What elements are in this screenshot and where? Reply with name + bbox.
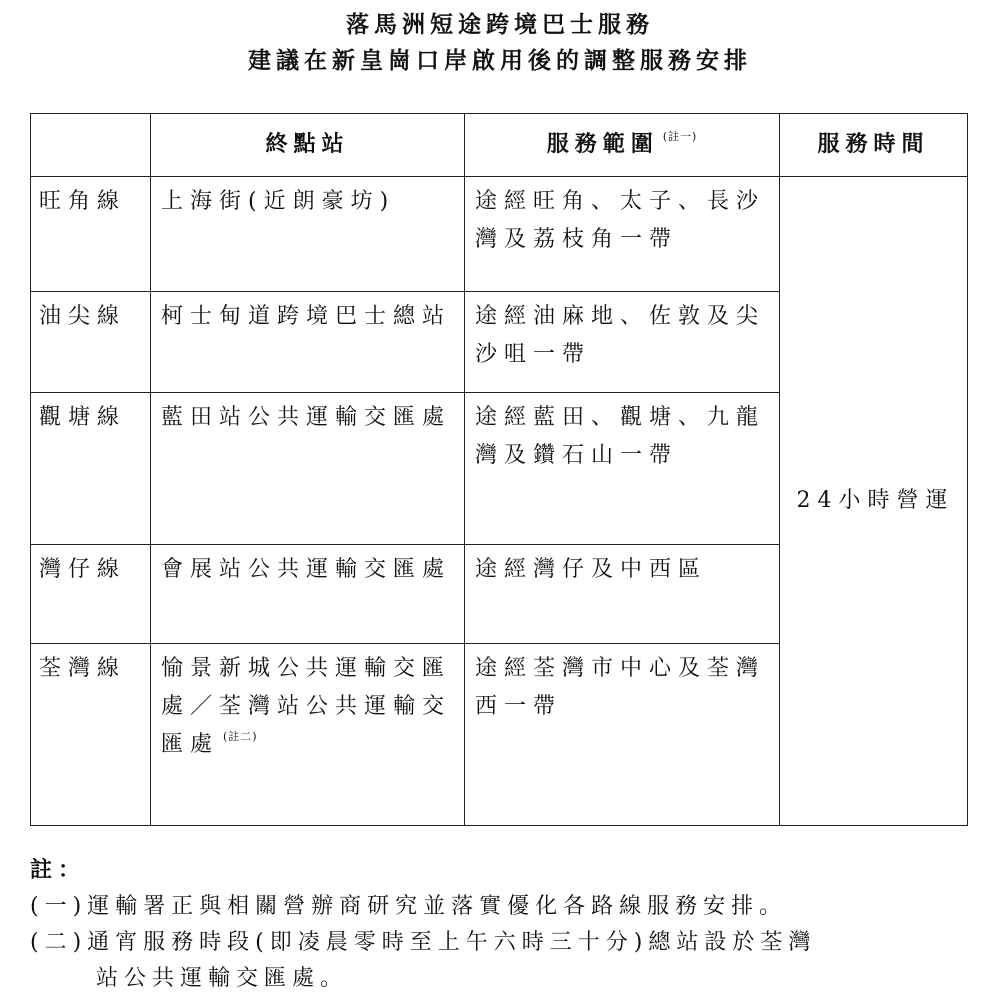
- route-name: 觀塘線: [31, 393, 151, 545]
- terminus-cell: 上海街(近朗豪坊): [151, 177, 465, 292]
- route-name: 荃灣線: [31, 644, 151, 826]
- terminus-note: (註二): [223, 730, 258, 743]
- coverage-cell: 途經荃灣市中心及荃灣西一帶: [465, 644, 780, 826]
- coverage-cell: 途經油麻地、佐敦及尖沙咀一帶: [465, 292, 780, 393]
- document-title: 落馬洲短途跨境巴士服務: [346, 12, 654, 38]
- terminus-text: 愉景新城公共運輸交匯處／荃灣站公共運輸交匯處: [161, 656, 452, 757]
- header-coverage-label: 服務範圍: [546, 132, 659, 157]
- coverage-cell: 途經旺角、太子、長沙灣及荔枝角一帶: [465, 177, 780, 292]
- table-header-row: [31, 114, 968, 177]
- note-item-2: [30, 925, 970, 961]
- coverage-cell: 途經藍田、觀塘、九龍灣及鑽石山一帶: [465, 393, 780, 545]
- route-name: 油尖線: [31, 292, 151, 393]
- notes-section: [30, 853, 970, 997]
- document-subtitle: 建議在新皇崗口岸啟用後的調整服務安排: [248, 48, 752, 74]
- header-coverage: [465, 114, 780, 177]
- header-terminus: 終點站: [151, 114, 465, 177]
- route-name: 灣仔線: [31, 545, 151, 644]
- note-text: 通宵服務時段(即凌晨零時至上午六時三十分)總站設於荃灣: [87, 930, 817, 955]
- service-hours-cell: 24小時營運: [780, 177, 968, 826]
- header-coverage-note: (註一): [662, 130, 698, 143]
- route-name: 旺角線: [31, 177, 151, 292]
- note-marker: (二): [30, 930, 88, 955]
- coverage-cell: 途經灣仔及中西區: [465, 545, 780, 644]
- note-marker: (一): [30, 894, 88, 919]
- note-item-2-continuation: 站公共運輸交匯處。: [96, 966, 349, 991]
- service-table: [30, 113, 968, 826]
- note-text: 運輸署正與相關營辦商研究並落實優化各路線服務安排。: [87, 894, 788, 919]
- header-hours: 服務時間: [780, 114, 968, 177]
- note-item-1: [30, 889, 970, 925]
- notes-heading: 註：: [30, 858, 87, 883]
- terminus-cell: 柯士甸道跨境巴士總站: [151, 292, 465, 393]
- header-route: [31, 114, 151, 177]
- terminus-cell: 會展站公共運輸交匯處: [151, 545, 465, 644]
- table-row: [31, 177, 968, 292]
- terminus-cell: [151, 644, 465, 826]
- terminus-cell: 藍田站公共運輸交匯處: [151, 393, 465, 545]
